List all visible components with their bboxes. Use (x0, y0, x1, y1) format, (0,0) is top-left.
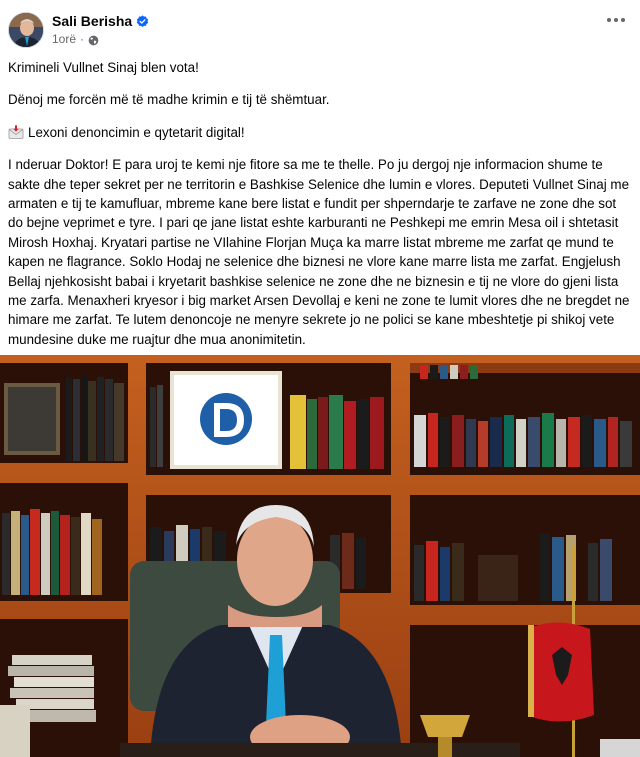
more-options-button[interactable] (602, 8, 630, 32)
office-photo-image (0, 355, 640, 757)
post-line-2: Dënoj me forcën më të madhe krimin e tij të shëmtuar. (8, 92, 330, 108)
post-time[interactable]: 1orë (52, 32, 77, 46)
avatar[interactable] (8, 12, 44, 48)
more-options-icon-dot (614, 18, 618, 22)
incoming-envelope-icon (8, 125, 24, 139)
post-message: I nderuar Doktor! E para uroj te kemi nje fitore sa me te thelle. Po ju dergoj nje informacion shume te sakte dhe teper sekret per ne territorin e Bashkise Selenice dhe lumin e vlores. Deputeti Vullnet Sinaj me armaten e tij te kamufluar, mbreme kane bere listat e fundit per shperndarje te zarfave ne zone dhe sot do bejne veprimet e tyre. I pari qe jane listat eshte karburanti ne Peshkepi me emrin Mesa oil i shtetasit Mirosh Hoxhaj. Kryatari partise ne VIlahine Florjan Muça ka marre listat mbreme me zarfat qe mund te kapen ne flagrance. Soklo Hodaj ne selenice dhe biznesi ne vlore kane marre lista me zarfat. Engjelush Bellaj njehkosisht babai i kryetarit bashkise selenice ne zone dhe ne biznesin e tij ne vlore do gjeni lista me zarfa. Menaxheri kryesor i big market Arsen Devollaj e keni ne zone te lumit vlores dhe ne bregdet ne himare me zarfat. Te lutem denoncoje ne menyre sekrete jo ne polici se kane mbeshtetje pi shikoj vete mundesine duke me ruajtur dhe mua anonimitetin. (8, 157, 630, 347)
verified-badge-icon (136, 15, 149, 28)
post-line-1: Krimineli Vullnet Sinaj blen vota! (8, 60, 199, 75)
post-line-3-text: Lexoni denoncimin e qytetarit digital! (28, 124, 245, 140)
post-header (8, 10, 632, 50)
meta-separator: · (80, 32, 85, 46)
more-options-icon-dot (621, 18, 625, 22)
more-options-icon-dot (607, 18, 611, 22)
author-name-row (52, 13, 149, 30)
globe-icon[interactable] (88, 34, 99, 45)
profile-photo-icon (9, 13, 44, 48)
post-photo[interactable] (0, 355, 640, 757)
post-meta (52, 31, 149, 47)
post-line-3 (8, 123, 630, 142)
author-block (52, 13, 149, 47)
author-name[interactable]: Sali Berisha (52, 13, 133, 29)
post-text (8, 58, 630, 364)
